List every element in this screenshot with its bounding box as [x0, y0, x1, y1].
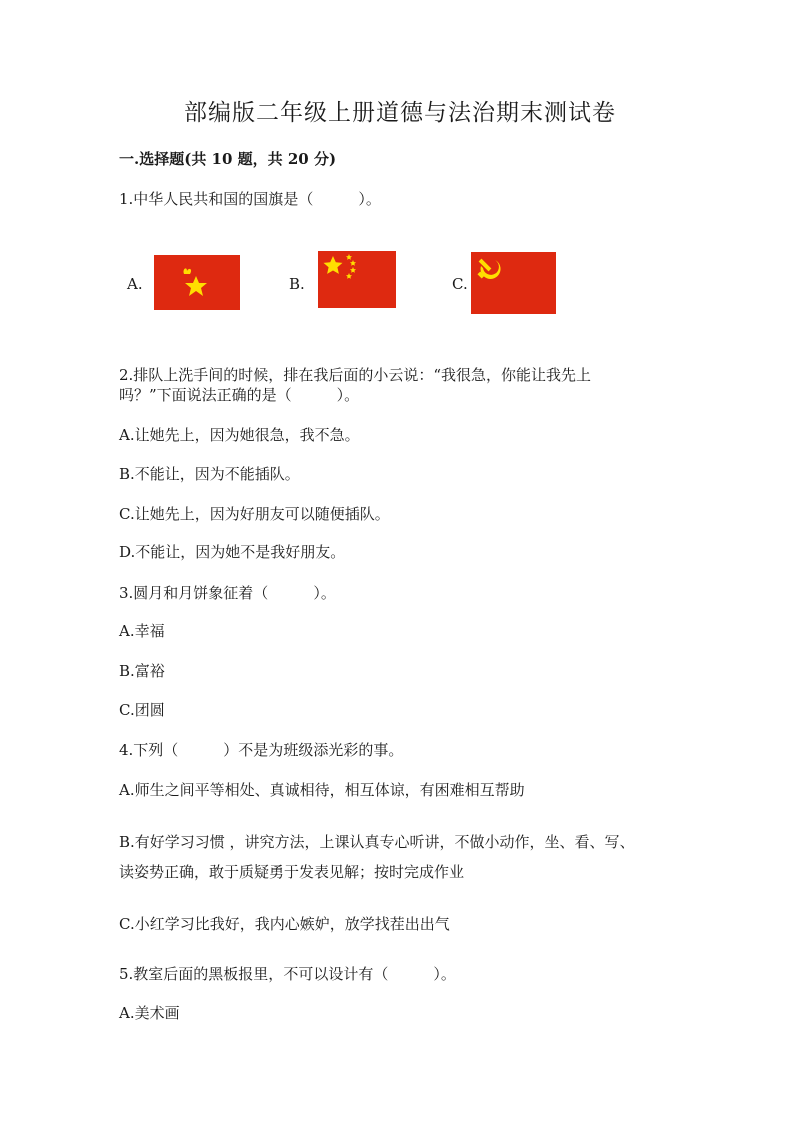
- question-4-stem: 4.下列（ ）不是为班级添光彩的事。: [119, 741, 404, 759]
- option-b-label: B.: [289, 275, 305, 293]
- torch-star-icon: [154, 255, 240, 310]
- question-1-stem: 1.中华人民共和国的国旗是（ ）。: [119, 190, 381, 208]
- question-5-stem: 5.教室后面的黑板报里，不可以设计有（ ）。: [119, 965, 456, 983]
- option-a-label: A.: [127, 275, 143, 293]
- question-3-option-b: B.富裕: [119, 662, 165, 680]
- section-heading: 一.选择题(共 10 题，共 20 分): [119, 150, 337, 168]
- question-2-option-c: C.让她先上，因为好朋友可以随便插队。: [119, 505, 390, 523]
- question-5-option-a: A.美术画: [119, 1004, 180, 1022]
- question-2-option-a: A.让她先上，因为她很急，我不急。: [119, 426, 360, 444]
- question-4-option-c: C.小红学习比我好，我内心嫉妒，放学找茬出出气: [119, 915, 450, 933]
- hammer-sickle-icon: [471, 252, 556, 314]
- question-4-option-b-line-1: B.有好学习习惯 ，讲究方法，上课认真专心听讲，不做小动作，坐、看、写、: [119, 833, 635, 851]
- question-4-option-a: A.师生之间平等相处、真诚相待，相互体谅，有困难相互帮助: [119, 781, 525, 799]
- question-2-stem-line-2: 吗？”下面说法正确的是（ ）。: [119, 386, 360, 404]
- option-c-label: C.: [452, 275, 468, 293]
- page-title: 部编版二年级上册道德与法治期末测试卷: [184, 100, 616, 126]
- question-2-option-d: D.不能让，因为她不是我好朋友。: [119, 543, 346, 561]
- young-pioneers-flag-image: [154, 255, 240, 310]
- question-4-option-b-line-2: 读姿势正确，敢于质疑勇于发表见解；按时完成作业: [119, 863, 465, 881]
- question-3-option-a: A.幸福: [119, 622, 165, 640]
- five-star-red-flag-image: [318, 251, 396, 308]
- communist-party-flag-image: [471, 252, 556, 314]
- five-stars-icon: [318, 251, 396, 308]
- question-3-option-c: C.团圆: [119, 701, 165, 719]
- question-2-stem-line-1: 2.排队上洗手间的时候，排在我后面的小云说：“我很急，你能让我先上: [119, 366, 591, 384]
- question-2-option-b: B.不能让，因为不能插队。: [119, 465, 300, 483]
- question-3-stem: 3.圆月和月饼象征着（ ）。: [119, 584, 336, 602]
